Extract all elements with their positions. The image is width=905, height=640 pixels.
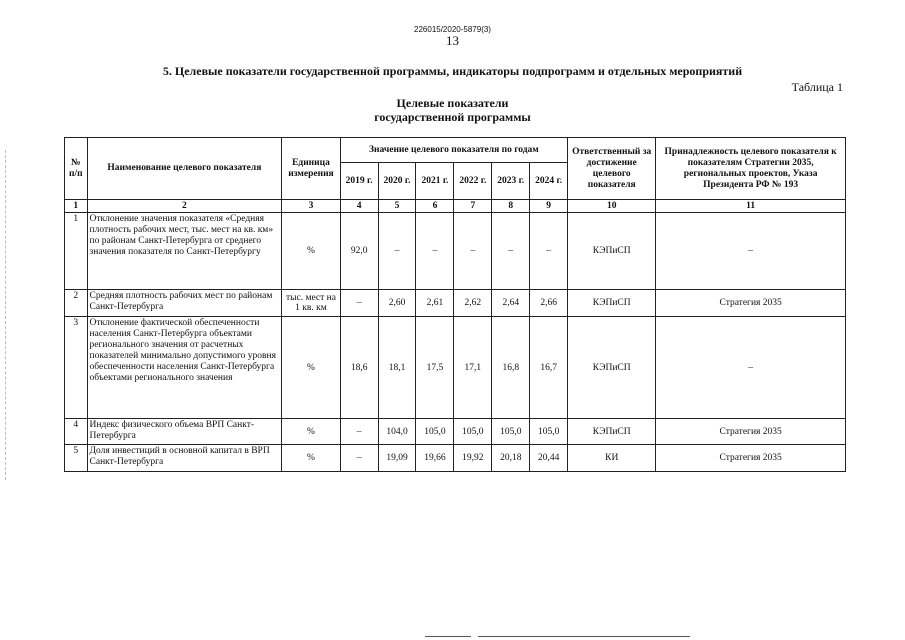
document-code: 226015/2020-5879(3)	[414, 25, 491, 34]
row-num: 2	[65, 290, 88, 317]
row-value: 2,66	[530, 290, 568, 317]
row-value: 18,6	[340, 317, 378, 419]
row-value: 104,0	[378, 419, 416, 445]
table-caption-line: Целевые показатели	[396, 96, 509, 110]
header-name: Наименование целевого показателя	[87, 138, 282, 200]
column-number: 9	[530, 200, 568, 213]
table-caption-line: государственной программы	[374, 110, 531, 124]
row-responsible: КЭПиСП	[568, 419, 656, 445]
row-belonging: –	[656, 213, 846, 290]
header-year: 2022 г.	[454, 163, 492, 200]
row-belonging: –	[656, 317, 846, 419]
row-value: 105,0	[416, 419, 454, 445]
indicators-table	[64, 137, 846, 472]
header-year: 2024 г.	[530, 163, 568, 200]
table-row	[65, 419, 846, 445]
column-number: 6	[416, 200, 454, 213]
table-row	[65, 290, 846, 317]
row-value: 16,8	[492, 317, 530, 419]
row-belonging: Стратегия 2035	[656, 290, 846, 317]
column-number: 7	[454, 200, 492, 213]
column-number: 4	[340, 200, 378, 213]
column-number: 1	[65, 200, 88, 213]
row-value: –	[530, 213, 568, 290]
header-values-group: Значение целевого показателя по годам	[340, 138, 567, 163]
row-unit: %	[282, 419, 340, 445]
row-responsible: КИ	[568, 445, 656, 472]
row-value: –	[454, 213, 492, 290]
header-belonging: Принадлежность целевого показателя к показателям Стратегии 2035, региональных проектов, Указа Президента РФ № 193	[656, 138, 846, 200]
row-responsible: КЭПиСП	[568, 317, 656, 419]
row-num: 5	[65, 445, 88, 472]
row-value: 16,7	[530, 317, 568, 419]
row-value: –	[340, 445, 378, 472]
footer-rule	[478, 636, 690, 637]
scan-margin-marks	[5, 150, 8, 480]
column-number: 8	[492, 200, 530, 213]
column-number: 2	[87, 200, 282, 213]
row-unit: %	[282, 445, 340, 472]
row-value: 19,92	[454, 445, 492, 472]
row-value: 92,0	[340, 213, 378, 290]
row-value: –	[378, 213, 416, 290]
row-name: Отклонение фактической обеспеченности населения Санкт-Петербурга объектами регионального значения от расчетных показателей минимально допустимого уровня обеспеченности населения Санкт-Петербурга объектами регионального значения	[87, 317, 282, 419]
row-value: –	[492, 213, 530, 290]
header-unit: Единица измерения	[282, 138, 340, 200]
table-row	[65, 317, 846, 419]
row-value: –	[340, 419, 378, 445]
table-label: Таблица 1	[791, 80, 843, 94]
header-responsible: Ответственный за достижение целевого показателя	[568, 138, 656, 200]
table-row	[65, 213, 846, 290]
table-row	[65, 445, 846, 472]
row-num: 3	[65, 317, 88, 419]
row-value: 105,0	[530, 419, 568, 445]
row-num: 4	[65, 419, 88, 445]
row-value: –	[416, 213, 454, 290]
row-responsible: КЭПиСП	[568, 290, 656, 317]
header-year: 2023 г.	[492, 163, 530, 200]
header-year: 2020 г.	[378, 163, 416, 200]
row-name: Средняя плотность рабочих мест по районам Санкт-Петербурга	[87, 290, 282, 317]
row-name: Доля инвестиций в основной капитал в ВРП Санкт-Петербурга	[87, 445, 282, 472]
column-number: 3	[282, 200, 340, 213]
row-value: 2,61	[416, 290, 454, 317]
header-year: 2021 г.	[416, 163, 454, 200]
row-responsible: КЭПиСП	[568, 213, 656, 290]
header-year: 2019 г.	[340, 163, 378, 200]
row-unit: тыс. мест на 1 кв. км	[282, 290, 340, 317]
row-value: 105,0	[492, 419, 530, 445]
column-number: 11	[656, 200, 846, 213]
row-unit: %	[282, 317, 340, 419]
row-value: 17,5	[416, 317, 454, 419]
row-value: 17,1	[454, 317, 492, 419]
header-num: № п/п	[65, 138, 88, 200]
row-value: 19,09	[378, 445, 416, 472]
row-name: Отклонение значения показателя «Средняя плотность рабочих мест, тыс. мест на кв. км» по районам Санкт-Петербурга от среднего значения показателя по Санкт-Петербургу	[87, 213, 282, 290]
row-belonging: Стратегия 2035	[656, 445, 846, 472]
row-value: 18,1	[378, 317, 416, 419]
row-value: 20,44	[530, 445, 568, 472]
table-caption	[0, 96, 905, 124]
row-unit: %	[282, 213, 340, 290]
column-number: 5	[378, 200, 416, 213]
row-value: 19,66	[416, 445, 454, 472]
row-belonging: Стратегия 2035	[656, 419, 846, 445]
column-numbers-row	[65, 200, 846, 213]
column-number: 10	[568, 200, 656, 213]
row-name: Индекс физического объема ВРП Санкт-Петербурга	[87, 419, 282, 445]
row-value: 105,0	[454, 419, 492, 445]
section-title: 5. Целевые показатели государственной программы, индикаторы подпрограмм и отдельных мероприятий	[162, 64, 743, 78]
row-value: 2,60	[378, 290, 416, 317]
footer-rule	[425, 636, 471, 637]
row-value: 2,64	[492, 290, 530, 317]
row-value: –	[340, 290, 378, 317]
row-value: 2,62	[454, 290, 492, 317]
row-value: 20,18	[492, 445, 530, 472]
page-number: 13	[446, 33, 459, 48]
row-num: 1	[65, 213, 88, 290]
